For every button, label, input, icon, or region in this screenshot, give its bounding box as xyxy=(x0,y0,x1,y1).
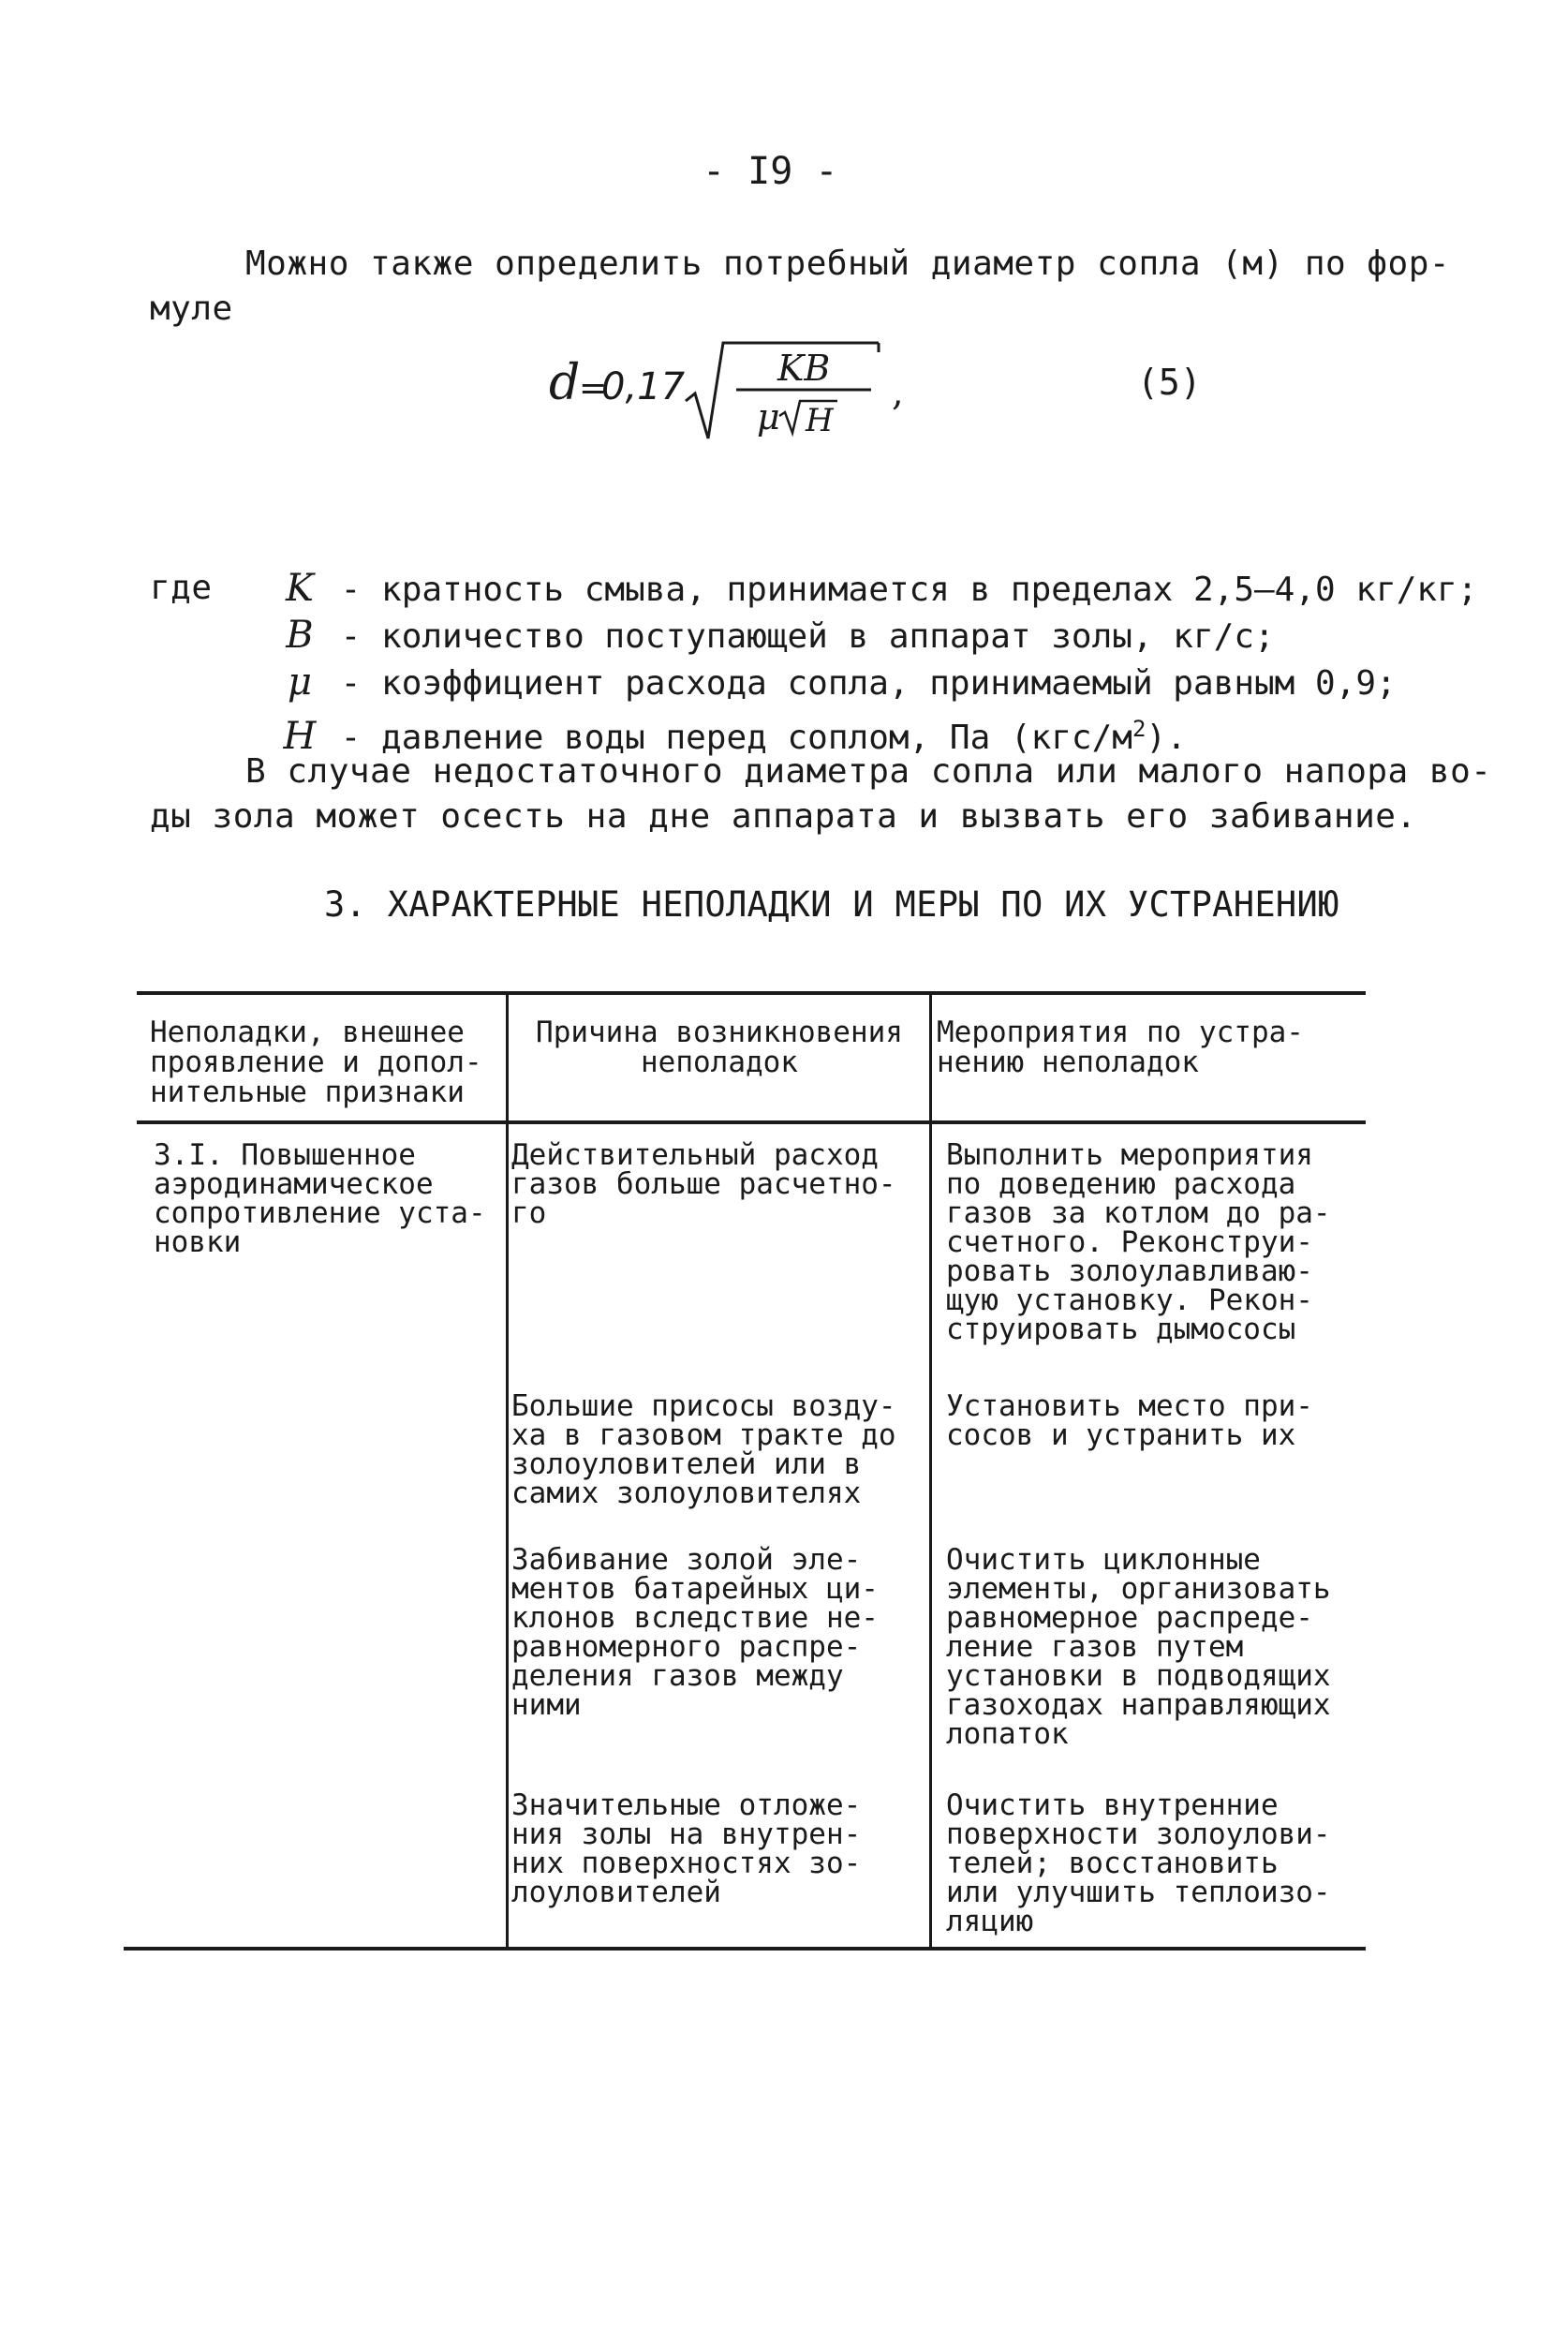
symbol-mu: μ xyxy=(288,660,312,704)
header-cause: Причина возникновения неполадок xyxy=(536,1016,903,1079)
formula-denominator-mu: μ xyxy=(757,396,780,438)
intro-line-1: Можно также определить потребный диаметр сопла (м) по фор- xyxy=(245,245,1451,283)
measure-4: Очистить внутренние поверхности золоулови- телей; восстановить или улучшить теплоизо- ляцию xyxy=(946,1788,1331,1938)
measure-2: Установить место при- сосов и устранить их xyxy=(946,1389,1313,1452)
table-bottom-rule xyxy=(124,1947,1366,1951)
formula-equals: = xyxy=(579,369,608,408)
cause-3: Забивание золой эле- ментов батарейных ци- клонов вследствие не- равномерного распре- деления газов между ними xyxy=(511,1543,879,1722)
cause-1: Действительный расход газов больше расчетно- го xyxy=(511,1138,896,1230)
formula-comma: , xyxy=(892,371,904,414)
header-problem: Неполадки, внешнее проявление и допол- нительные признаки xyxy=(150,1016,482,1109)
definition-mu xyxy=(279,660,1397,706)
definition-b-text: - количество поступающей в аппарат золы, кг/с; xyxy=(320,617,1275,656)
definition-mu-text: - коэффициент расхода сопла, принимаемый равным 0,9; xyxy=(320,664,1397,703)
header-measures: Мероприятия по устра- нению неполадок xyxy=(937,1016,1304,1079)
where-label: где xyxy=(150,569,213,607)
page-number: - I9 - xyxy=(703,150,838,193)
cause-4: Значительные отложе- ния золы на внутрен- них поверхностях зо- лоуловителей xyxy=(511,1788,862,1909)
intro-line-2: муле xyxy=(150,289,233,328)
formula-denominator-h: H xyxy=(806,402,834,439)
cause-2: Большие присосы возду- ха в газовом тракте до золоуловителей или в самих золоуловителях xyxy=(511,1389,896,1510)
formula-numerator: KB xyxy=(777,348,831,389)
note-line-2: ды зола может осесть на дне аппарата и вызвать его забивание. xyxy=(150,797,1417,836)
section-title: 3. ХАРАКТЕРНЫЕ НЕПОЛАДКИ И МЕРЫ ПО ИХ УСТРАНЕНИЮ xyxy=(324,884,1339,925)
symbol-k: K xyxy=(286,567,314,610)
formula-number: (5) xyxy=(1137,362,1202,403)
formula-lhs: d xyxy=(549,355,581,411)
definition-h-superscript: 2 xyxy=(1132,716,1146,742)
note-line-1: В случае недостаточного диаметра сопла или малого напора во- xyxy=(245,752,1492,791)
definition-h-tail: ). xyxy=(1146,719,1187,757)
table-header-rule xyxy=(137,1120,1366,1124)
column-divider-2 xyxy=(929,993,932,1951)
definition-k xyxy=(279,566,1477,613)
definition-h-text: - давление воды перед соплом, Па (кгс/м xyxy=(320,719,1132,757)
table-top-rule xyxy=(137,991,1366,995)
symbol-b: B xyxy=(286,614,314,657)
definition-b xyxy=(279,613,1275,660)
measure-3: Очистить циклонные элементы, организовать равномерное распреде- ление газов путем установки в подводящих газоходах направляющих лопаток xyxy=(946,1543,1331,1751)
symbol-h: H xyxy=(283,715,317,758)
formula-coefficient: 0,17 xyxy=(601,365,686,408)
formula-5 xyxy=(549,328,942,450)
definition-k-text: - кратность смыва, принимается в пределах 2,5–4,0 кг/кг; xyxy=(320,571,1478,609)
table-row-problem: 3.I. Повышенное аэродинамическое сопротивление уста- новки xyxy=(154,1138,486,1259)
measure-1: Выполнить мероприятия по доведению расхода газов за котлом до ра- счетного. Реконструи- ровать золоулавливаю- щую установку. Рекон- струировать дымососы xyxy=(946,1138,1331,1346)
column-divider-1 xyxy=(506,993,509,1951)
